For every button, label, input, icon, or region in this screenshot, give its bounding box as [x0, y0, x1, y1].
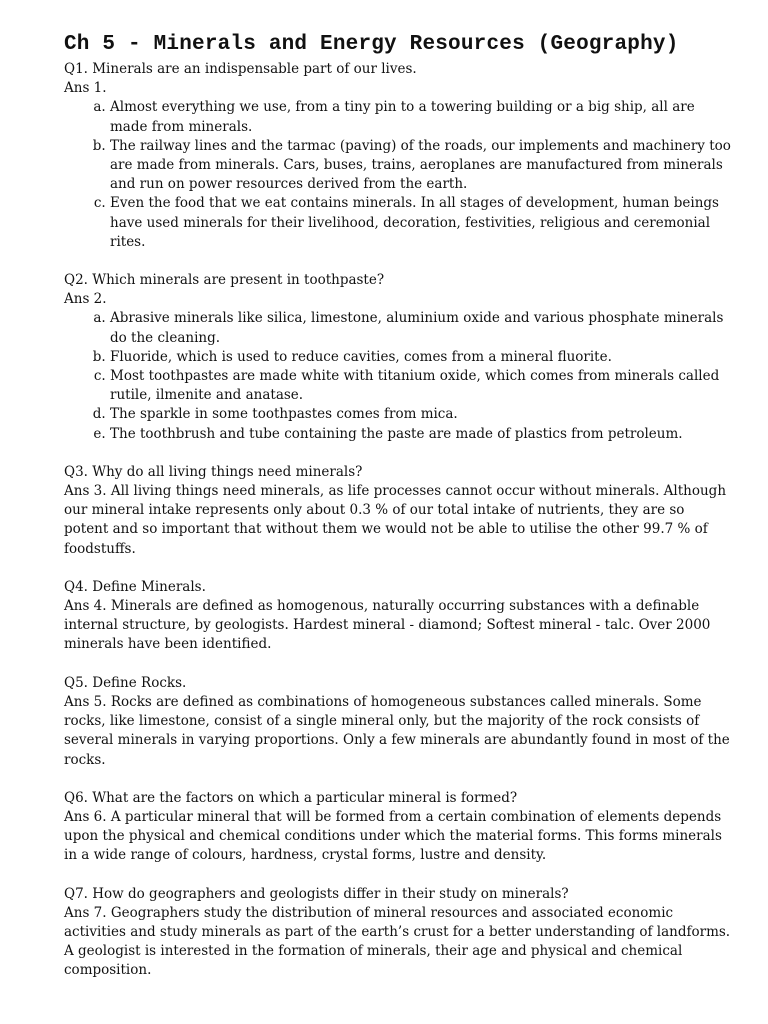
- answer-5: Ans 5. Rocks are defined as combinations of homogeneous substances called minerals. Some rocks, like limestone, consist of a single mineral only, but the majority of the rock consists of several minerals in varying proportions. Only a few minerals are abundantly found in most of the rocks.: [64, 693, 730, 768]
- list-item: a. Almost everything we use, from a tiny pin to a towering building or a big ship, all are made from minerals.: [110, 98, 732, 136]
- question-7: Q7. How do geographers and geologists differ in their study on minerals?: [64, 885, 569, 902]
- question-4: Q4. Define Minerals.: [64, 578, 206, 595]
- answer-7-continued: A geologist is interested in the formation of minerals, their age and physical and chemical composition.: [64, 943, 683, 979]
- answer-1-label: Ans 1.: [64, 80, 107, 97]
- list-item: b. The railway lines and the tarmac (paving) of the roads, our implements and machinery too are made from minerals. Cars, buses, trains, aeroplanes are manufactured from minerals and run on power resources derived from the earth.: [110, 137, 732, 195]
- answer-4: Ans 4. Minerals are defined as homogenous, naturally occurring substances with a definable internal structure, by geologists. Hardest mineral - diamond; Softest mineral - talc. Over 2000 minerals have been identified.: [64, 598, 711, 653]
- answer-7: Ans 7. Geographers study the distribution of mineral resources and associated economic activities and study minerals as part of the earth’s crust for a better understanding of landforms.: [64, 904, 731, 940]
- spacer: [64, 559, 732, 578]
- answer-2-label: Ans 2.: [64, 291, 107, 308]
- answer-2-list: [64, 309, 732, 443]
- question-3: Q3. Why do all living things need minerals?: [64, 463, 363, 480]
- spacer: [64, 655, 732, 674]
- spacer: [64, 866, 732, 885]
- answer-3: Ans 3. All living things need minerals, as life processes cannot occur without minerals. Although our mineral intake represents only about 0.3 % of our total intake of nutrients, they are so potent and so important that without them we would not be able to utilise the other 99.7 % of foodstuffs.: [64, 483, 727, 557]
- spacer: [64, 252, 732, 271]
- question-1: Q1. Minerals are an indispensable part of our lives.: [64, 61, 417, 77]
- list-item: b. Fluoride, which is used to reduce cavities, comes from a mineral fluorite.: [110, 348, 732, 367]
- list-item: c. Most toothpastes are made white with titanium oxide, which comes from minerals called rutile, ilmenite and anatase.: [110, 367, 732, 405]
- list-item: d. The sparkle in some toothpastes comes from mica.: [110, 405, 732, 424]
- list-item: e. The toothbrush and tube containing the paste are made of plastics from petroleum.: [110, 425, 732, 444]
- spacer: [64, 770, 732, 789]
- spacer: [64, 444, 732, 463]
- list-item: c. Even the food that we eat contains minerals. In all stages of development, human beings have used minerals for their livelihood, decoration, festivities, religious and ceremonial rites.: [110, 194, 732, 252]
- question-5: Q5. Define Rocks.: [64, 674, 187, 691]
- answer-1-list: [64, 98, 732, 252]
- page-title: Ch 5 - Minerals and Energy Resources (Geography): [64, 33, 679, 56]
- answer-6: Ans 6. A particular mineral that will be formed from a certain combination of elements depends upon the physical and chemical conditions under which the material forms. This forms minerals in a wide range of colours, hardness, crystal forms, lustre and density.: [64, 808, 722, 864]
- question-6: Q6. What are the factors on which a particular mineral is formed?: [64, 789, 518, 806]
- list-item: a. Abrasive minerals like silica, limestone, aluminium oxide and various phosphate minerals do the cleaning.: [110, 309, 732, 347]
- question-2: Q2. Which minerals are present in toothpaste?: [64, 272, 385, 289]
